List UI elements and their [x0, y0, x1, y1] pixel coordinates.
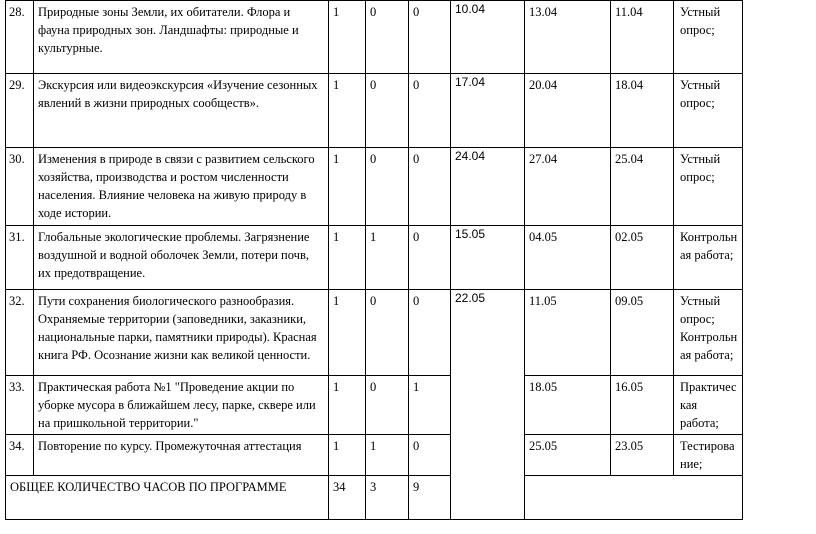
lesson-topic: Практическая работа №1 "Проведение акции по уборке мусора в ближайшем лесу, парке, сквере или на пришкольной территории."	[34, 376, 329, 435]
lesson-topic: Природные зоны Земли, их обитатели. Флора и фауна природных зон. Ландшафты: природные и культурные.	[34, 1, 329, 74]
hours-practical: 1	[409, 376, 451, 435]
row-number: 30.	[6, 148, 34, 226]
hours-total: 1	[329, 226, 366, 290]
control-form: Тестирование;	[674, 435, 743, 476]
date-alt: 02.05	[611, 226, 674, 290]
hours-control: 0	[366, 74, 409, 148]
table-row	[6, 435, 743, 476]
hours-total: 1	[329, 376, 366, 435]
date-actual: 25.05	[525, 435, 611, 476]
date-planned: 24.04	[451, 148, 525, 226]
table-row	[6, 74, 743, 148]
date-actual: 27.04	[525, 148, 611, 226]
hours-total: 1	[329, 74, 366, 148]
hours-control: 0	[366, 1, 409, 74]
lesson-topic: Пути сохранения биологического разнообразия. Охраняемые территории (заповедники, заказники, национальные парки, памятники природы). Красная книга РФ. Осознание жизни как великой ценности.	[34, 290, 329, 376]
control-form: Контрольная работа;	[674, 226, 743, 290]
hours-practical: 0	[409, 435, 451, 476]
hours-total: 1	[329, 290, 366, 376]
hours-control: 0	[366, 148, 409, 226]
table-row	[6, 148, 743, 226]
lesson-plan-table	[5, 0, 743, 520]
hours-total: 1	[329, 148, 366, 226]
hours-total: 1	[329, 435, 366, 476]
hours-control: 0	[366, 290, 409, 376]
table-row	[6, 226, 743, 290]
date-actual: 20.04	[525, 74, 611, 148]
hours-control: 0	[366, 376, 409, 435]
date-planned: 22.05	[451, 290, 525, 520]
date-alt: 25.04	[611, 148, 674, 226]
table-row	[6, 376, 743, 435]
total-label: ОБЩЕЕ КОЛИЧЕСТВО ЧАСОВ ПО ПРОГРАММЕ	[6, 476, 329, 520]
lesson-topic: Экскурсия или видеоэкскурсия «Изучение сезонных явлений в жизни природных сообществ».	[34, 74, 329, 148]
lesson-topic: Глобальные экологические проблемы. Загрязнение воздушной и водной оболочек Земли, потери почв, их предотвращение.	[34, 226, 329, 290]
hours-total: 1	[329, 1, 366, 74]
hours-practical: 0	[409, 290, 451, 376]
control-form: Устный опрос;	[674, 148, 743, 226]
date-alt: 16.05	[611, 376, 674, 435]
hours-control: 1	[366, 435, 409, 476]
date-actual: 04.05	[525, 226, 611, 290]
row-number: 31.	[6, 226, 34, 290]
date-actual: 13.04	[525, 1, 611, 74]
row-number: 28.	[6, 1, 34, 74]
total-practical: 9	[409, 476, 451, 520]
date-actual: 11.05	[525, 290, 611, 376]
date-planned: 10.04	[451, 1, 525, 74]
row-number: 32.	[6, 290, 34, 376]
hours-practical: 0	[409, 148, 451, 226]
total-control: 3	[366, 476, 409, 520]
hours-practical: 0	[409, 1, 451, 74]
total-empty-cell	[525, 476, 743, 520]
date-planned: 17.04	[451, 74, 525, 148]
hours-practical: 0	[409, 74, 451, 148]
hours-control: 1	[366, 226, 409, 290]
control-form: Устный опрос;	[674, 1, 743, 74]
date-alt: 09.05	[611, 290, 674, 376]
table-row	[6, 1, 743, 74]
date-alt: 23.05	[611, 435, 674, 476]
date-actual: 18.05	[525, 376, 611, 435]
total-row	[6, 476, 743, 520]
table-row	[6, 290, 743, 376]
hours-practical: 0	[409, 226, 451, 290]
lesson-topic: Изменения в природе в связи с развитием сельского хозяйства, производства и ростом численности населения. Влияние человека на живую природу в ходе истории.	[34, 148, 329, 226]
date-planned: 15.05	[451, 226, 525, 290]
total-hours: 34	[329, 476, 366, 520]
control-form: Устный опрос;	[674, 74, 743, 148]
row-number: 33.	[6, 376, 34, 435]
row-number: 34.	[6, 435, 34, 476]
date-alt: 11.04	[611, 1, 674, 74]
date-alt: 18.04	[611, 74, 674, 148]
control-form: Устный опрос; Контрольная работа;	[674, 290, 743, 376]
row-number: 29.	[6, 74, 34, 148]
control-form: Практическая работа;	[674, 376, 743, 435]
lesson-topic: Повторение по курсу. Промежуточная аттестация	[34, 435, 329, 476]
